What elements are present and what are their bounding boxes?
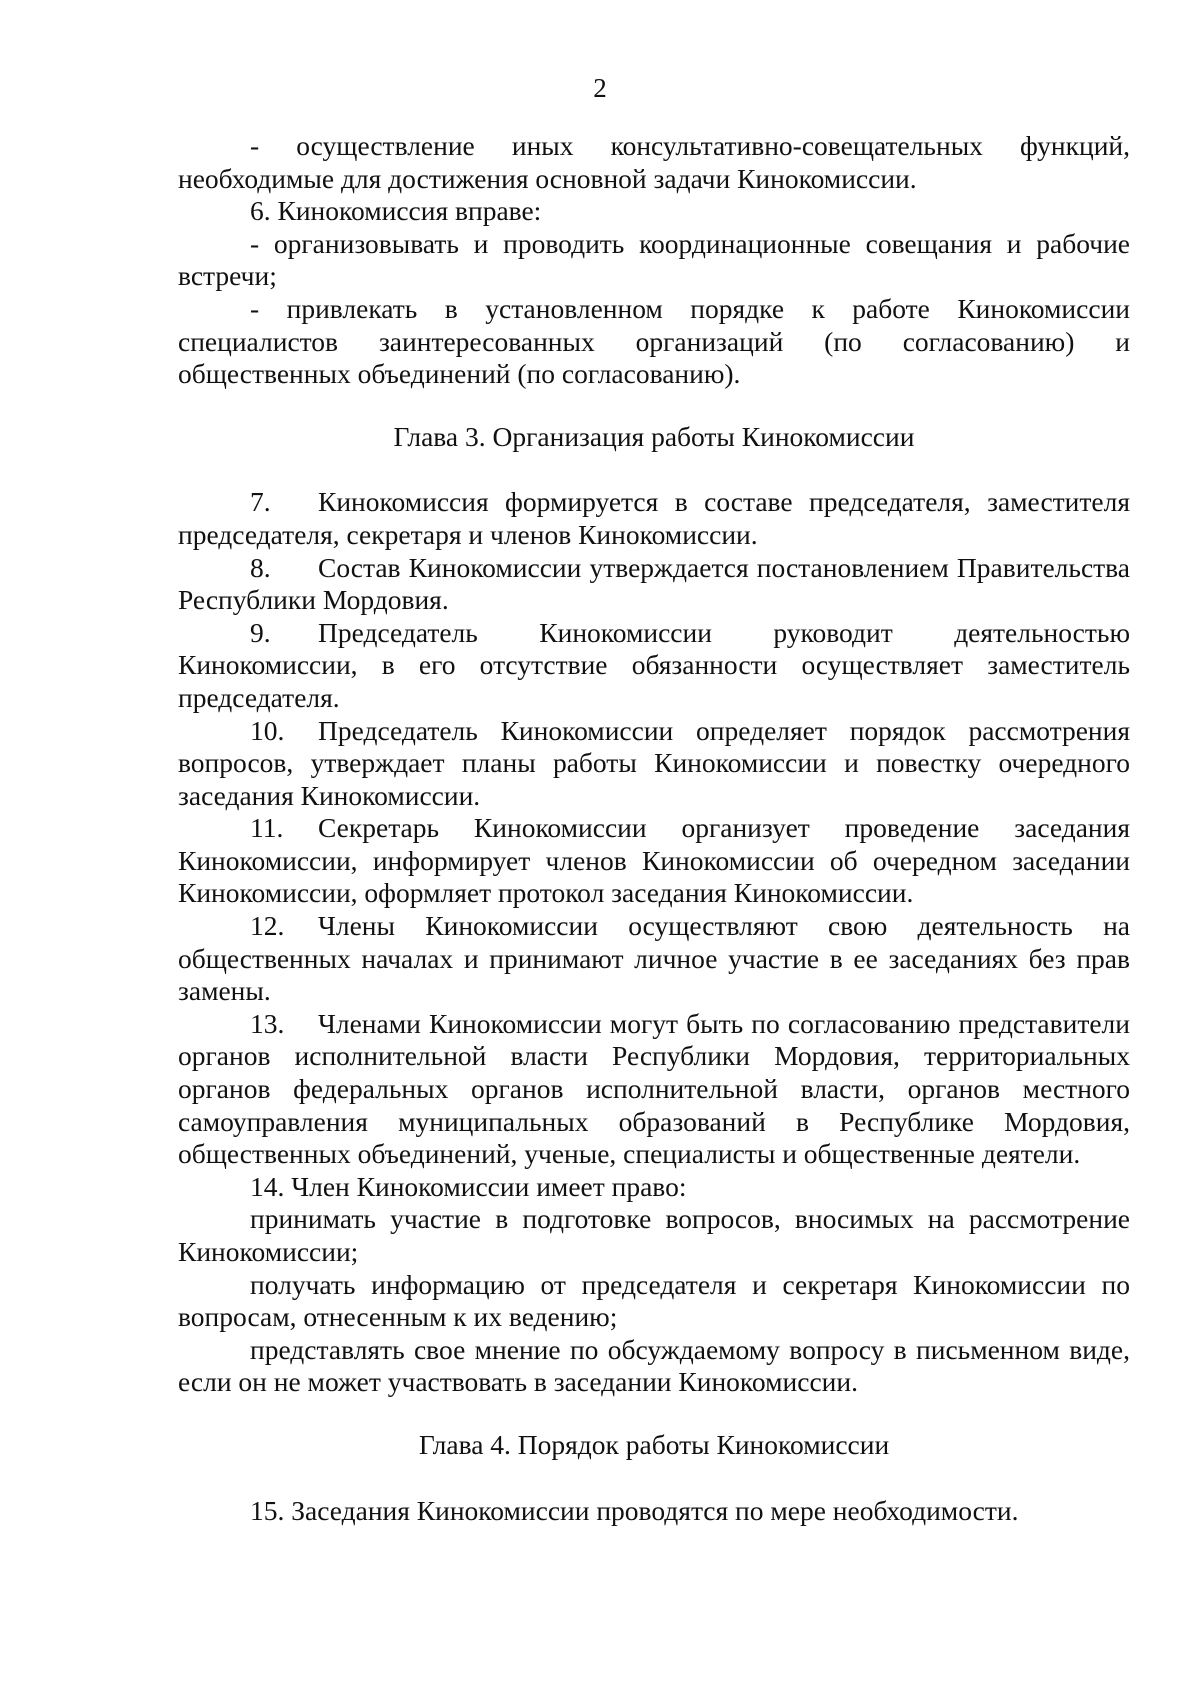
item-text: Члены Кинокомиссии осуществляют свою деятельность на общественных началах и принимают личное участие в ее заседаниях без прав замены. (178, 910, 1130, 1007)
item-number: 13. (250, 1007, 285, 1039)
document-body (178, 130, 1130, 1527)
paragraph-item-15: 15. Заседания Кинокомиссии проводятся по мере необходимости. (250, 1494, 1019, 1526)
paragraph-written-opinion: представлять свое мнение по обсуждаемому вопросу в письменном виде, если он не может участвовать в заседании Кинокомиссии. (178, 1333, 1130, 1398)
item-8 (178, 552, 1130, 617)
paragraph-organize-meetings: - организовывать и проводить координационные совещания и рабочие встречи; (178, 227, 1130, 292)
paragraph-consult-functions: - осуществление иных консультативно-совещательных функций, необходимые для достижения основной задачи Кинокомиссии. (178, 130, 1130, 194)
item-10 (178, 715, 1130, 813)
paragraph-item-14: 14. Член Кинокомиссии имеет право: (250, 1170, 687, 1202)
paragraph-item-6: 6. Кинокомиссия вправе: (250, 195, 542, 227)
paragraph-receive-info: получать информацию от председателя и секретаря Кинокомиссии по вопросам, отнесенным к их ведению; (178, 1268, 1130, 1333)
item-number: 10. (250, 714, 285, 746)
chapter-4-heading: Глава 4. Порядок работы Кинокомиссии (418, 1428, 890, 1460)
item-number: 12. (250, 910, 285, 942)
item-7 (178, 486, 1130, 551)
chapter-3-heading: Глава 3. Организация работы Кинокомиссии (393, 420, 915, 452)
item-9 (178, 617, 1130, 715)
item-text: Председатель Кинокомиссии руководит деятельностью Кинокомиссии, в его отсутствие обязанности осуществляет заместитель председателя. (178, 616, 1130, 713)
item-number: 8. (250, 551, 271, 583)
item-text: Секретарь Кинокомиссии организует проведение заседания Кинокомиссии, информирует членов Кинокомиссии об очередном заседании Кинокомиссии, оформляет протокол заседания Кинокомиссии. (178, 812, 1130, 909)
paragraph-involve-specialists: - привлекать в установленном порядке к работе Кинокомиссии специалистов заинтересованных организаций (по согласованию) и общественных объединений (по согласованию). (178, 292, 1130, 390)
paragraph-participate: принимать участие в подготовке вопросов, вносимых на рассмотрение Кинокомиссии; (178, 1203, 1130, 1267)
item-text: Кинокомиссия формируется в составе председателя, заместителя председателя, секретаря и членов Кинокомиссии. (178, 486, 1130, 550)
item-12 (178, 910, 1130, 1008)
item-text: Состав Кинокомиссии утверждается постановлением Правительства Республики Мордовия. (178, 551, 1130, 616)
item-text: Председатель Кинокомиссии определяет порядок рассмотрения вопросов, утверждает планы работы Кинокомиссии и повестку очередного заседания Кинокомиссии. (178, 714, 1130, 811)
item-text: Членами Кинокомиссии могут быть по согласованию представители органов исполнительной власти Республики Мордовия, территориальных органов федеральных органов исполнительной власти, органов местного самоуправления муниципальных образований в Республике Мордовия, общественных объединений, ученые, специалисты и общественные деятели. (178, 1007, 1130, 1170)
item-number: 9. (250, 616, 271, 648)
item-number: 11. (250, 812, 284, 844)
item-number: 7. (250, 486, 271, 518)
item-13 (178, 1008, 1130, 1171)
page-number: 2 (593, 73, 607, 103)
item-11 (178, 812, 1130, 910)
